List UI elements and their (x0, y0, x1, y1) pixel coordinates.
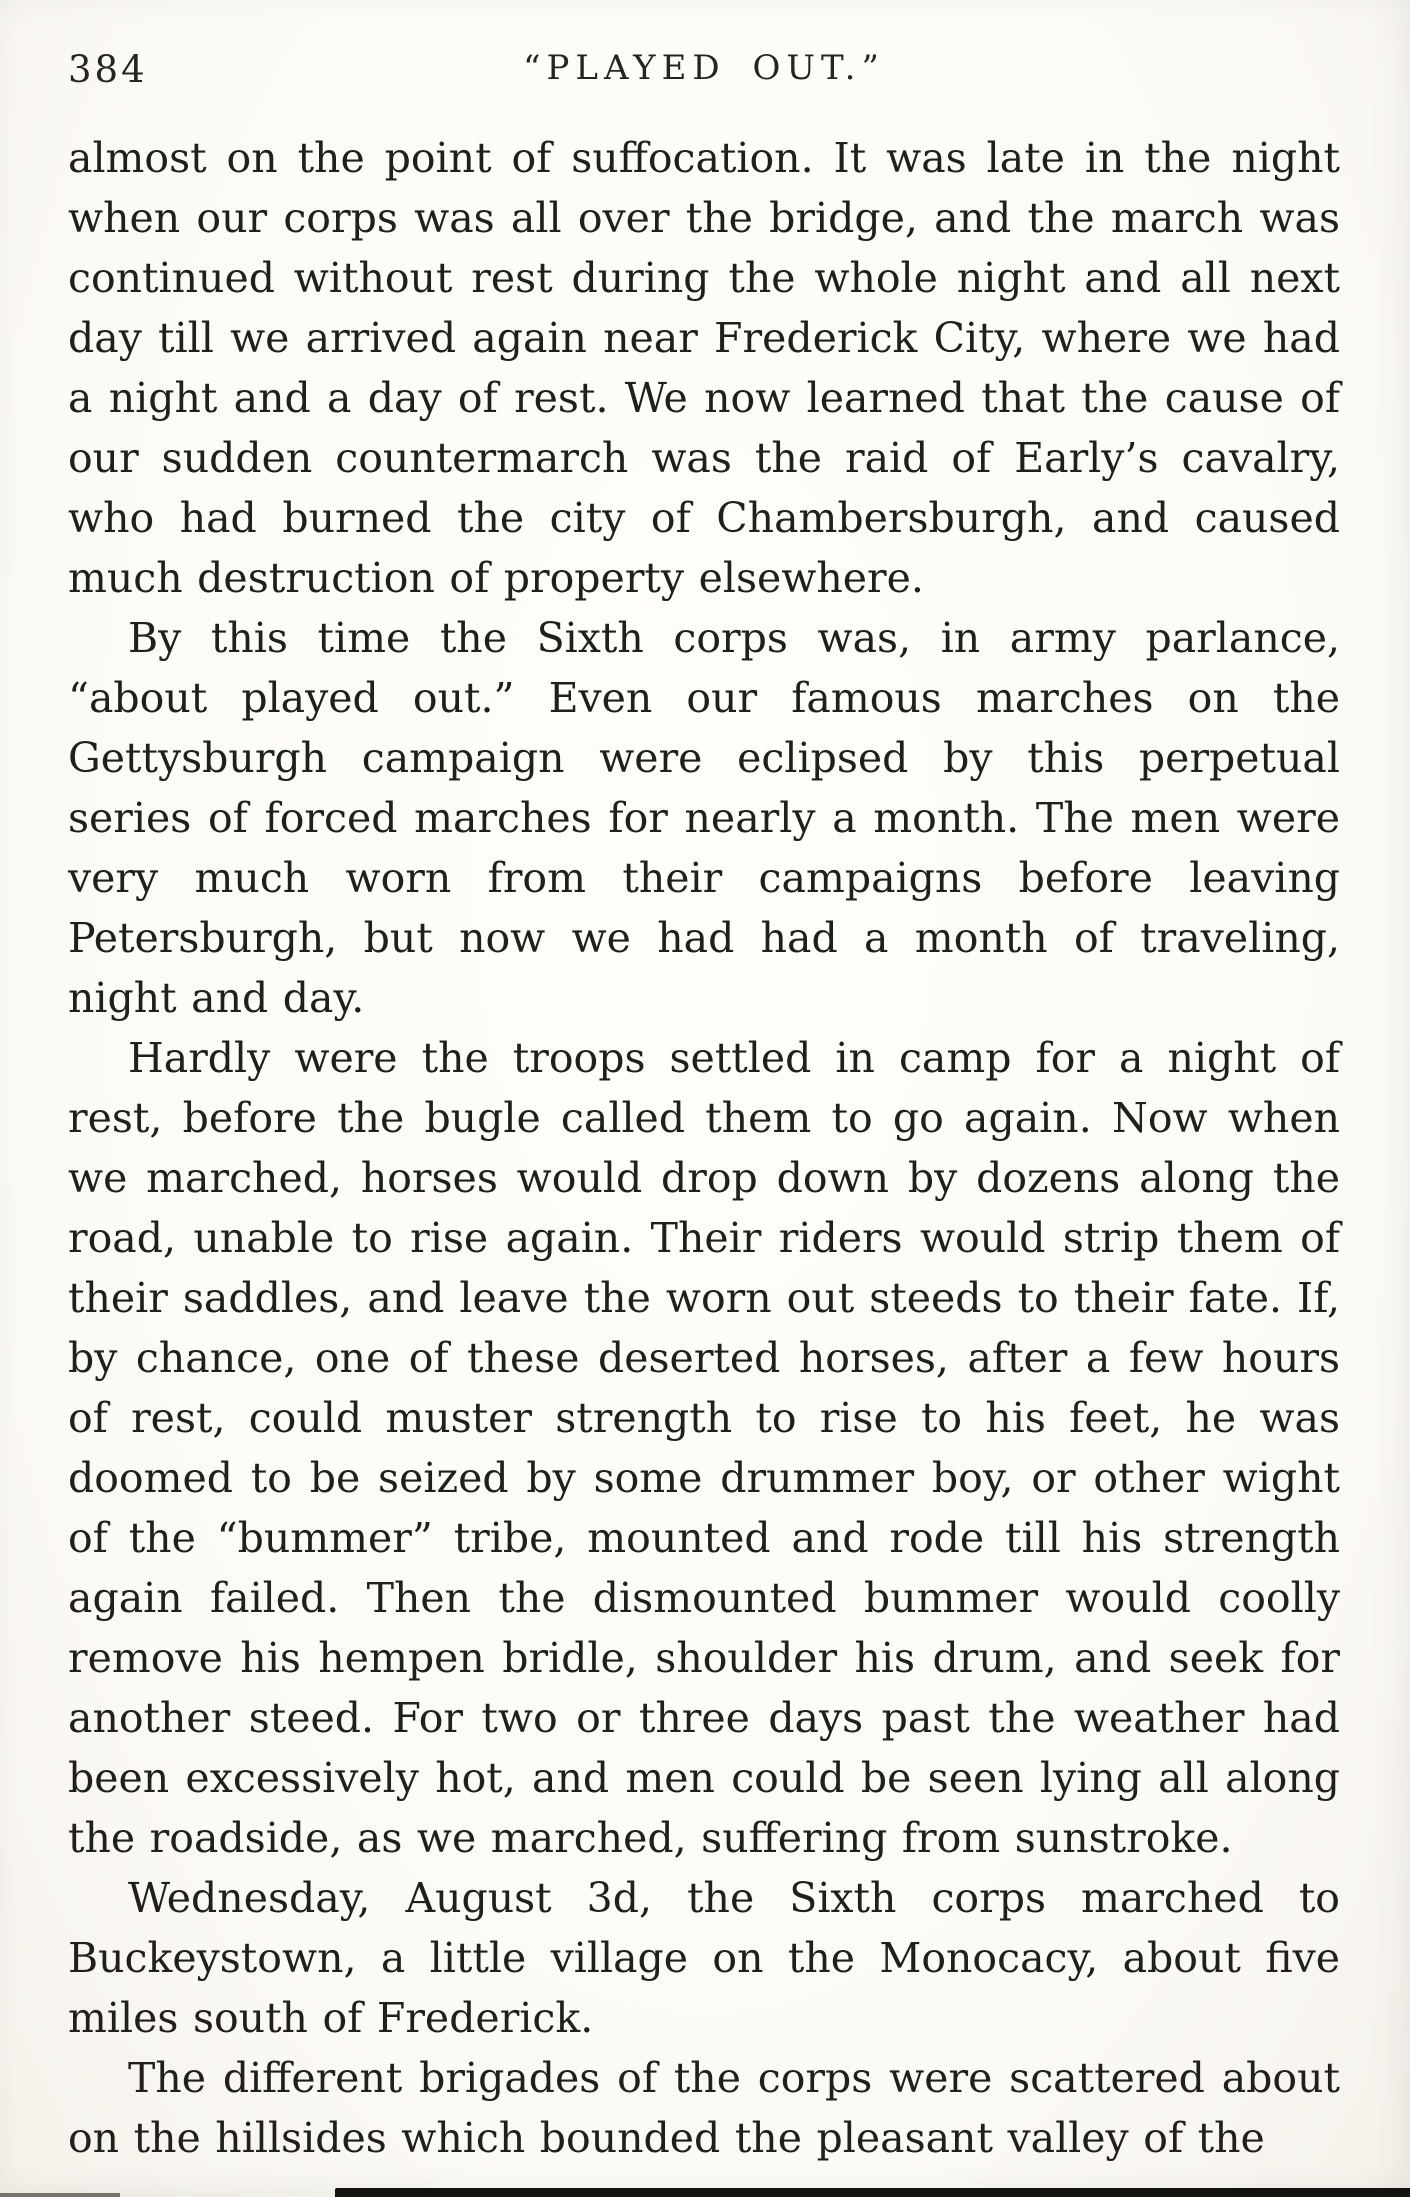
paragraph-4: Wednesday, August 3d, the Sixth corps marched to Buckeystown, a little village on the Monocacy, about five miles south of Frederick. (68, 1874, 1340, 2042)
paragraph-5: The different brigades of the corps were scattered about on the hillsides which bounded the pleasant valley of the (68, 2054, 1340, 2162)
page-body (68, 128, 1340, 2168)
running-head: “PLAYED OUT.” (523, 48, 885, 88)
paragraph-2: By this time the Sixth corps was, in army parlance, “about played out.” Even our famous marches on the Gettysburgh campaign were eclipsed by this perpetual series of forced marches for nearly a month. The men were very much worn from their campaigns before leaving Petersburgh, but now we had had a month of traveling, night and day. (68, 614, 1340, 1022)
page-header (68, 44, 1340, 98)
scan-edge-artifact (335, 2188, 1410, 2197)
paragraph-1: almost on the point of suffocation. It was late in the night when our corps was all over the bridge, and the march was continued without rest during the whole night and all next day till we arrived again near Frederick City, where we had a night and a day of rest. We now learned that the cause of our sudden countermarch was the raid of Early’s cavalry, who had burned the city of Chambersburgh, and caused much destruction of property elsewhere. (68, 134, 1340, 602)
page-number: 384 (68, 48, 148, 91)
paragraph-3: Hardly were the troops settled in camp for a night of rest, before the bugle called them to go again. Now when we marched, horses would drop down by dozens along the road, unable to rise again. Their riders would strip them of their saddles, and leave the worn out steeds to their fate. If, by chance, one of these deserted horses, after a few hours of rest, could muster strength to rise to his feet, he was doomed to be seized by some drummer boy, or other wight of the “bummer” tribe, mounted and rode till his strength again failed. Then the dismounted bummer would coolly remove his hempen bridle, shoulder his drum, and seek for another steed. For two or three days past the weather had been excessively hot, and men could be seen lying all along the roadside, as we marched, suffering from sunstroke. (68, 1034, 1340, 1862)
scan-edge-artifact-left (0, 2193, 120, 2197)
